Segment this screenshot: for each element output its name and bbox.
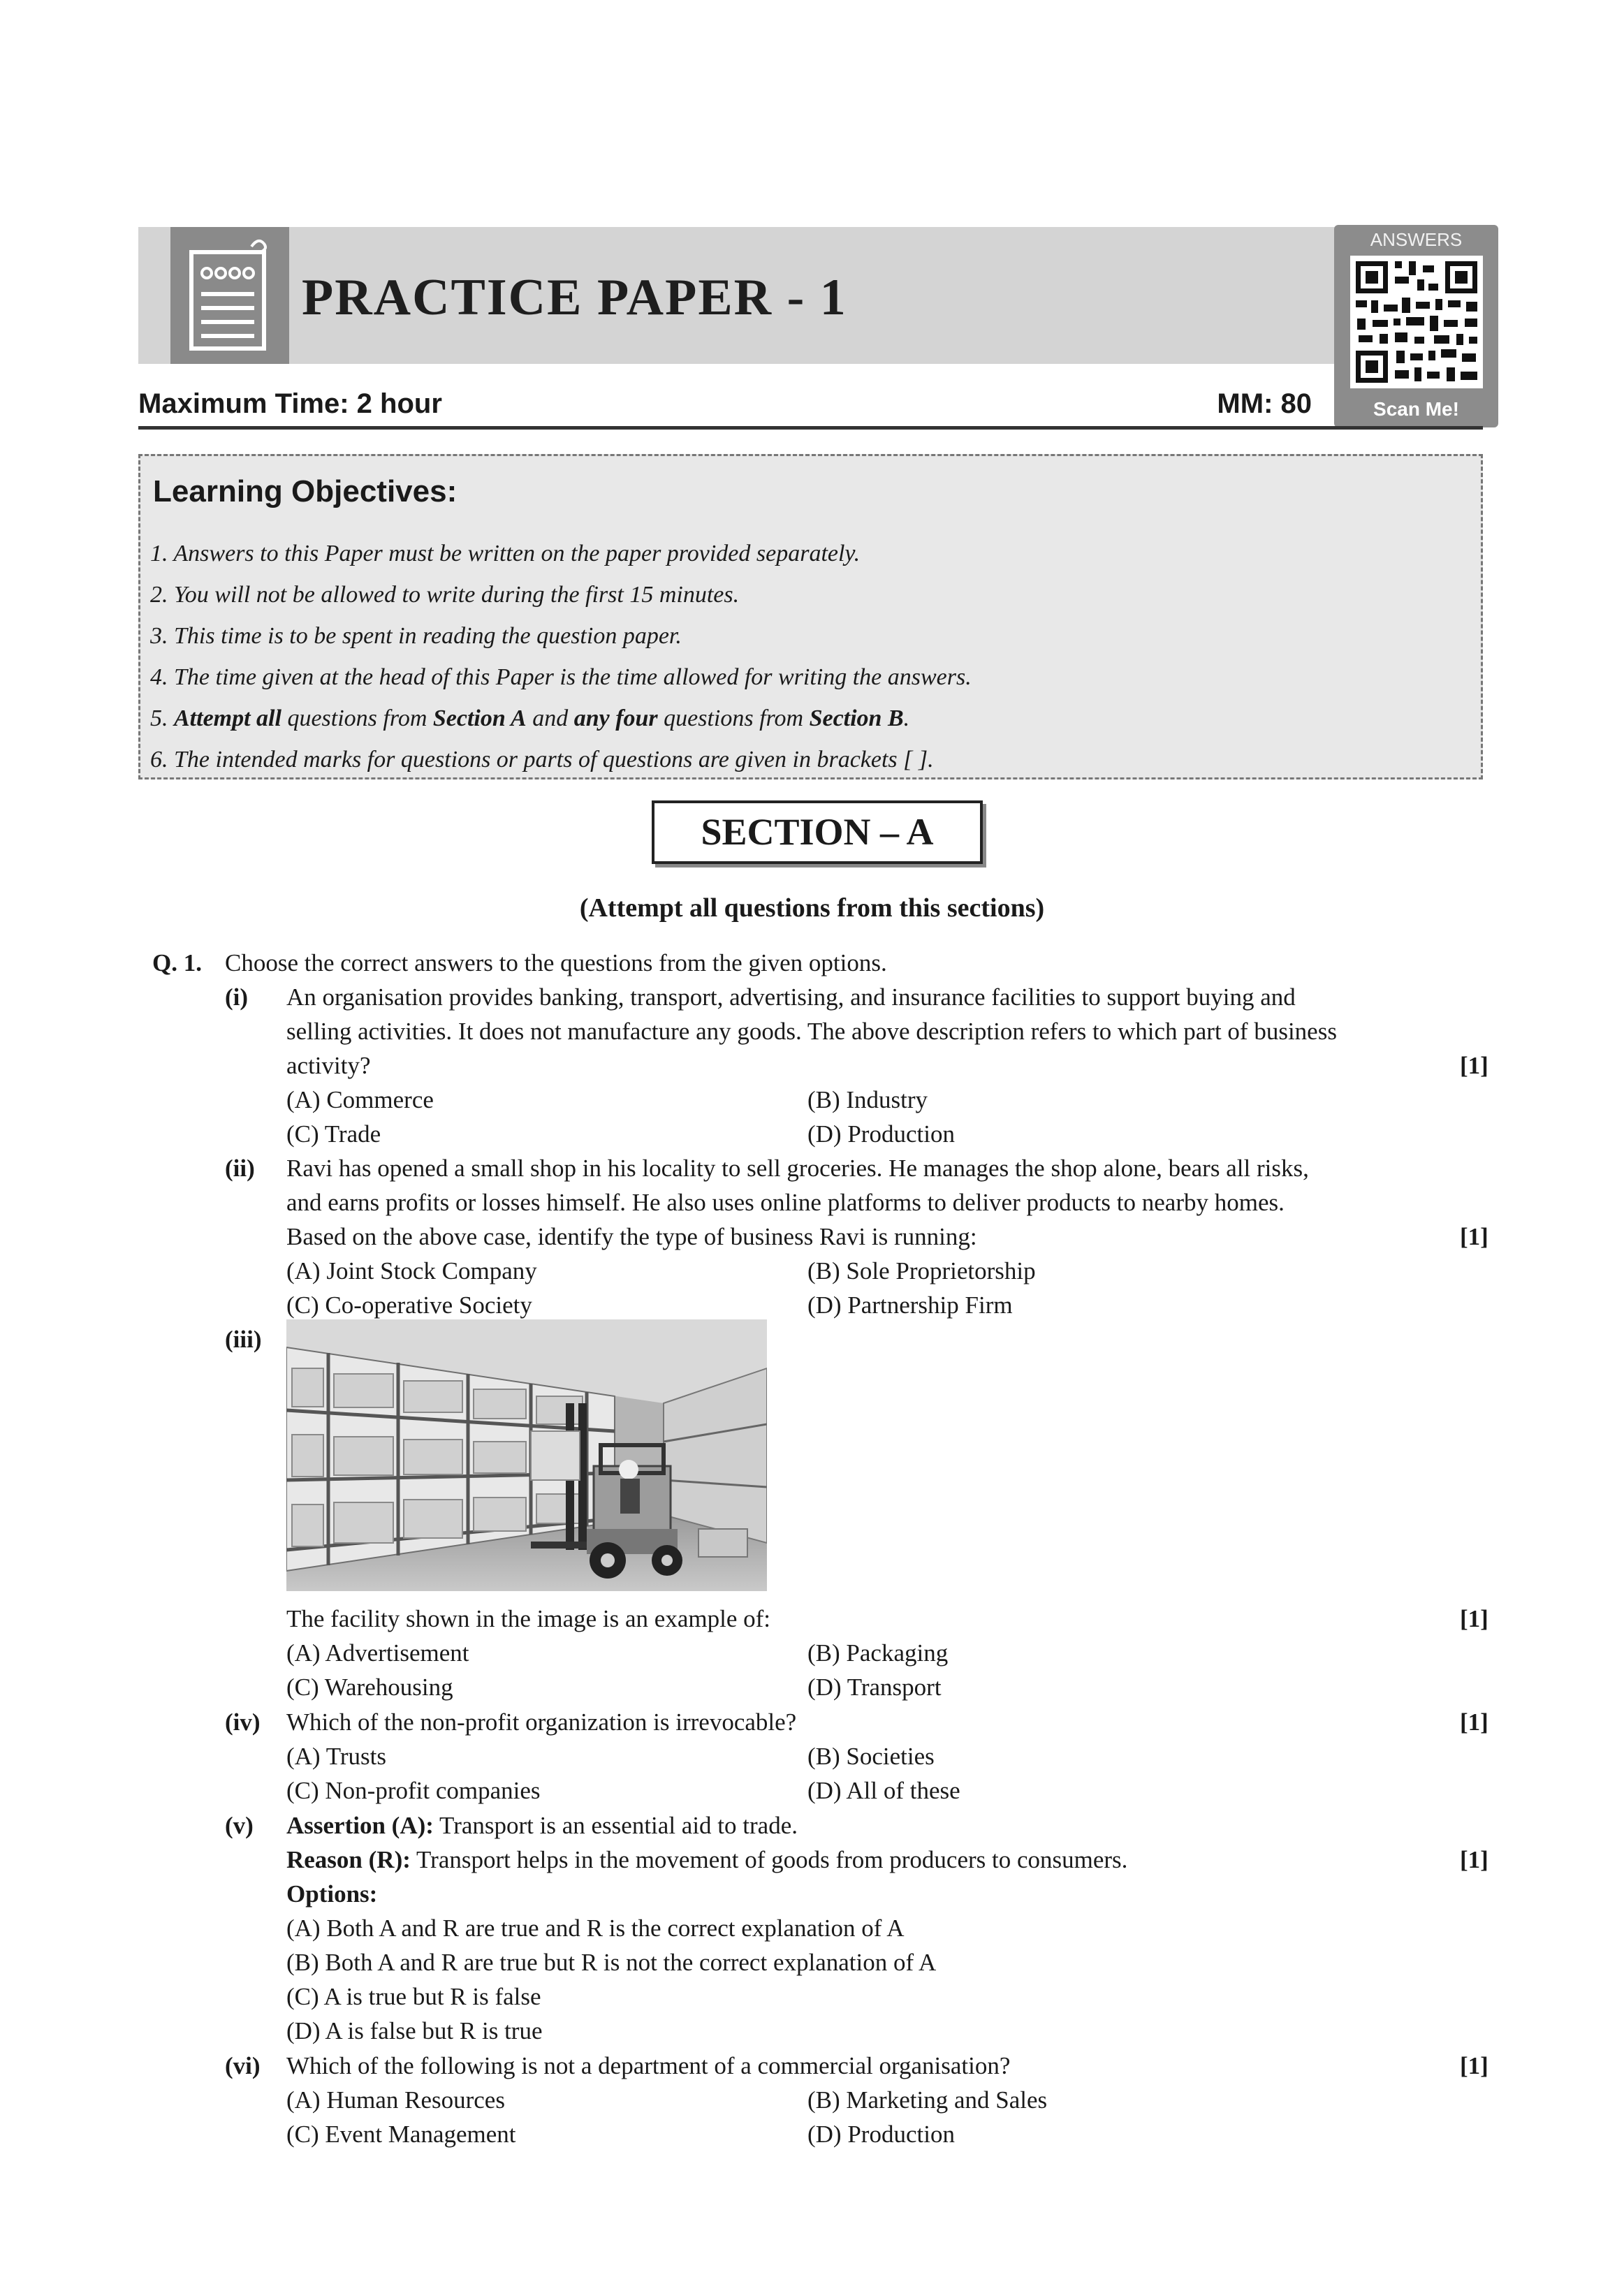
max-marks: MM: 80 [1217, 388, 1312, 419]
option-b: (B) Societies [807, 1743, 935, 1770]
paper-icon-box [170, 227, 289, 364]
option-b: (B) Both A and R are true but R is not the correct explanation of A [286, 1949, 937, 1976]
subquestion-number: (vi) [225, 2052, 261, 2079]
option-c: (C) Non-profit companies [286, 1777, 541, 1804]
option-b: (B) Sole Proprietorship [807, 1257, 1036, 1284]
question-text: An organisation provides banking, transport, advertising, and insurance facilities to support buying and [286, 983, 1296, 1011]
option-a: (A) Advertisement [286, 1639, 469, 1667]
objectives-title: Learning Objectives: [153, 474, 458, 508]
option-b: (B) Industry [807, 1086, 928, 1113]
question-text: selling activities. It does not manufacture any goods. The above description refers to which part of business [286, 1018, 1337, 1045]
objective-text: . [903, 705, 910, 731]
marks-label: [1] [1460, 1605, 1488, 1632]
subquestion-number: (i) [225, 983, 249, 1011]
question-text: Which of the following is not a department of a commercial organisation? [286, 2052, 1011, 2079]
marks-label: [1] [1460, 1052, 1488, 1079]
question-text: The facility shown in the image is an example of: [286, 1605, 770, 1632]
objective-emphasis: any four [573, 705, 658, 731]
section-title: SECTION – A [652, 800, 983, 864]
document-list-icon [170, 227, 289, 364]
qr-code-icon[interactable] [1350, 256, 1483, 388]
objective-text: questions from [281, 705, 433, 731]
subquestion-number: (v) [225, 1812, 254, 1839]
objective-item [150, 698, 972, 739]
option-d: (D) A is false but R is true [286, 2017, 543, 2044]
option-d: (D) Partnership Firm [807, 1291, 1013, 1319]
assertion-text: Transport is an essential aid to trade. [433, 1812, 798, 1839]
reason [286, 1843, 1127, 1877]
paper-meta [138, 388, 1312, 427]
reason-text: Transport helps in the movement of goods from producers to consumers. [410, 1846, 1128, 1873]
objective-item: 3. This time is to be spent in reading the question paper. [150, 623, 682, 649]
objectives-list [150, 533, 972, 780]
max-time: Maximum Time: 2 hour [138, 388, 442, 419]
option-c: (C) Trade [286, 1120, 381, 1148]
reason-label: Reason (R): [286, 1846, 411, 1873]
objective-item: 2. You will not be allowed to write during the first 15 minutes. [150, 582, 740, 608]
option-a: (A) Joint Stock Company [286, 1257, 537, 1284]
objective-number: 5. [150, 705, 168, 731]
question-label: Q. 1. [152, 949, 202, 976]
marks-label: [1] [1460, 1846, 1488, 1873]
option-a: (A) Trusts [286, 1743, 386, 1770]
objective-text: and [526, 705, 574, 731]
question-text: and earns profits or losses himself. He also uses online platforms to deliver products to nearby homes. [286, 1189, 1285, 1216]
qr-bottom-label: Scan Me! [1373, 398, 1459, 420]
warehouse-photo [286, 1319, 767, 1591]
option-d: (D) Production [807, 1120, 955, 1148]
marks-label: [1] [1460, 1708, 1488, 1736]
marks-label: [1] [1460, 1223, 1488, 1250]
option-c: (C) A is true but R is false [286, 1983, 541, 2010]
option-b: (B) Packaging [807, 1639, 949, 1667]
option-d: (D) Production [807, 2121, 955, 2148]
objective-text: questions from [657, 705, 810, 731]
subquestion-number: (iv) [225, 1708, 261, 1736]
learning-objectives-box [138, 454, 1483, 779]
qr-top-label: ANSWERS [1370, 229, 1463, 250]
option-a: (A) Human Resources [286, 2086, 505, 2114]
objective-item: 4. The time given at the head of this Paper is the time allowed for writing the answers. [150, 664, 972, 690]
section-instruction: (Attempt all questions from this sections) [579, 893, 1045, 923]
option-a: (A) Both A and R are true and R is the correct explanation of A [286, 1915, 905, 1942]
objective-item: 1. Answers to this Paper must be written on the paper provided separately. [150, 541, 861, 566]
option-c: (C) Co-operative Society [286, 1291, 532, 1319]
subquestion-number: (iii) [225, 1326, 262, 1353]
objective-item: 6. The intended marks for questions or parts of questions are given in brackets [ ]. [150, 747, 934, 773]
objective-emphasis: Attempt all [174, 705, 281, 731]
meta-divider [138, 426, 1483, 430]
question-text: Based on the above case, identify the type of business Ravi is running: [286, 1223, 977, 1250]
answers-qr-card[interactable] [1334, 225, 1498, 427]
option-c: (C) Warehousing [286, 1674, 453, 1701]
page-title: PRACTICE PAPER - 1 [302, 269, 847, 326]
option-c: (C) Event Management [286, 2121, 516, 2148]
option-d: (D) Transport [807, 1674, 942, 1701]
question-text: Which of the non-profit organization is irrevocable? [286, 1708, 797, 1736]
option-d: (D) All of these [807, 1777, 960, 1804]
options-label: Options: [286, 1880, 378, 1908]
objective-emphasis: Section A [432, 705, 527, 731]
option-a: (A) Commerce [286, 1086, 434, 1113]
question-text: Ravi has opened a small shop in his locality to sell groceries. He manages the shop alone, bears all risks, [286, 1155, 1309, 1182]
option-b: (B) Marketing and Sales [807, 2086, 1048, 2114]
assertion-label: Assertion (A): [286, 1812, 434, 1839]
marks-label: [1] [1460, 2052, 1488, 2079]
assertion [286, 1808, 798, 1843]
question-text: activity? [286, 1052, 371, 1079]
objective-emphasis: Section B [809, 705, 904, 731]
subquestion-number: (ii) [225, 1155, 255, 1182]
question-stem: Choose the correct answers to the questions from the given options. [225, 949, 887, 976]
